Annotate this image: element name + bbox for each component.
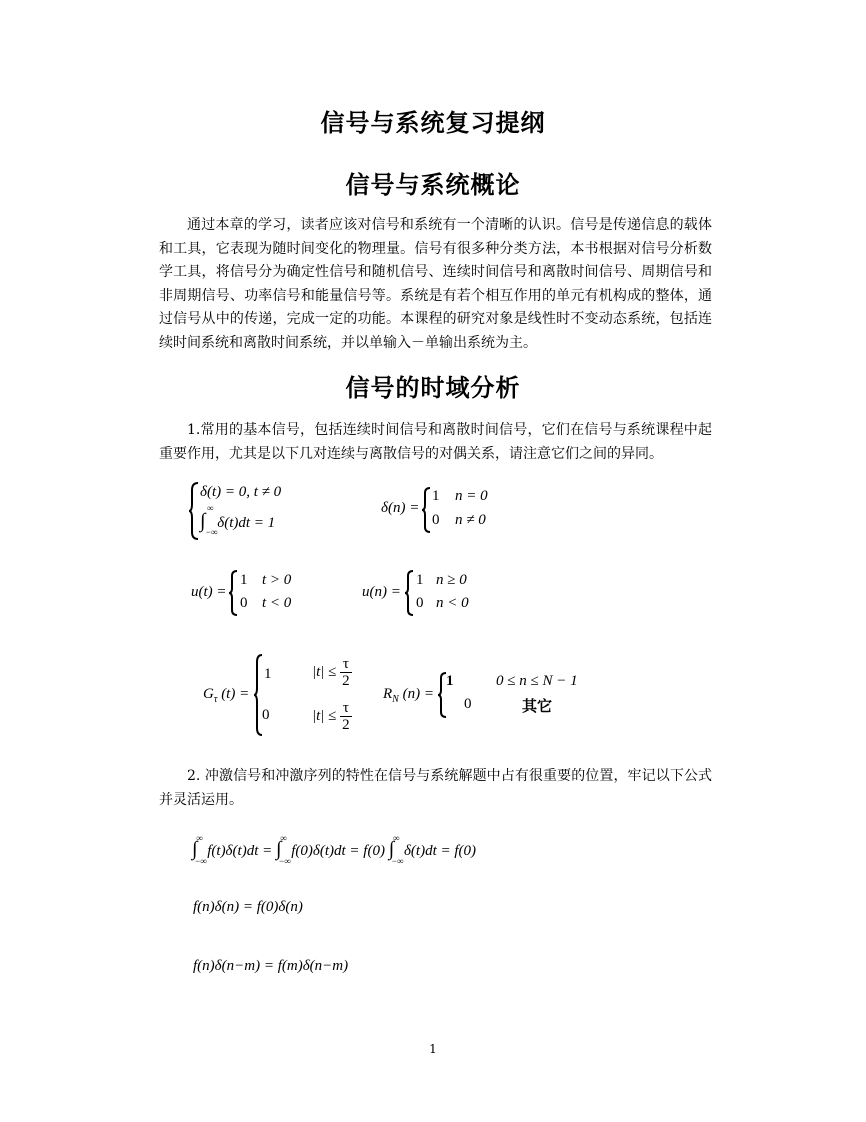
gate-argument: (t) =: [221, 686, 250, 702]
rect-case1-cond: 0 ≤ n ≤ N − 1: [496, 673, 578, 689]
u-n-case1-cond: n ≥ 0: [436, 572, 467, 588]
rect-lhs: [383, 686, 434, 705]
sifting-formula-shifted: f(n)δ(n−m) = f(m)δ(n−m): [193, 958, 349, 974]
overview-paragraph: 通过本章的学习，读者应该对信号和系统有一个清晰的认识。信号是传递信息的载体和工具，它表现为随时间变化的物理量。信号有很多种分类方法，本书根据对信号分析数学工具，将信号分为确定性信号和随机信号、连续时间信号和离散时间信号、周期信号和非周期信号、功率信号和能量信号等。系统是有若个相互作用的单元有机构成的整体，通过信号从中的传递，完成一定的功能。本课程的研究对象是线性时不变动态系统，包括连续时间系统和离散时间系统，并以单输入－单输出系统为主。: [159, 217, 712, 351]
integral-body: δ(t)dt = 1: [217, 515, 276, 531]
rect-case2-cond: 其它: [522, 697, 553, 715]
sifting-part-3: δ(t)dt = f(0): [403, 843, 477, 859]
page-number: 1: [429, 1042, 437, 1056]
brace-icon: [188, 482, 200, 540]
sifting-formula-continuous: [192, 833, 477, 866]
u-n-case1-value: 1: [416, 572, 424, 588]
document-title: 信号与系统复习提纲: [320, 109, 546, 137]
rect-case1-value: 1: [446, 673, 454, 689]
u-n-case2-value: 0: [416, 595, 424, 611]
gate-case2-cond: |t| ≤: [312, 708, 337, 724]
delta-t-line-2: [200, 503, 276, 537]
fraction-numerator: τ: [340, 656, 352, 673]
gate-case1-fraction: [340, 656, 352, 689]
integral-sign: ∫: [192, 838, 198, 860]
integral-sign: ∫: [388, 838, 395, 860]
rect-subscript: N: [392, 694, 399, 705]
sifting-part-2: f(0)δ(t)dt = f(0): [291, 843, 385, 859]
delta-n-case1-value: 1: [432, 488, 440, 504]
gate-case2-value: 0: [262, 707, 270, 723]
rect-case2-value: 0: [464, 696, 472, 712]
integral-upper-limit: ∞: [280, 833, 287, 843]
u-t-case2-cond: t < 0: [262, 595, 292, 611]
sifting-part-1: f(t)δ(t)dt =: [207, 843, 273, 859]
brace-icon: [228, 570, 238, 616]
u-t-case2-value: 0: [240, 595, 248, 611]
u-t-lhs: u(t) =: [191, 584, 227, 600]
fraction-denominator: 2: [342, 673, 350, 689]
time-domain-item-2: 2. 冲激信号和冲激序列的特性在信号与系统解题中占有很重要的位置，牢记以下公式并灵活运用。: [159, 768, 712, 808]
integral-upper-limit: ∞: [393, 833, 400, 843]
gate-subscript: τ: [213, 694, 218, 705]
gate-symbol: G: [203, 686, 214, 702]
section-heading-time-domain: 信号的时域分析: [345, 374, 521, 402]
delta-n-case2-value: 0: [432, 512, 440, 528]
integral-upper-limit: ∞: [196, 833, 203, 843]
integral-sign: ∫: [275, 838, 282, 860]
brace-icon: [404, 570, 414, 616]
fraction-numerator: τ: [340, 700, 352, 717]
time-domain-item-1: 1.常用的基本信号，包括连续时间信号和离散时间信号，它们在信号与系统课程中起重要作用，尤其是以下几对连续与离散信号的对偶关系，请注意它们之间的异同。: [159, 422, 712, 462]
section-heading-overview: 信号与系统概论: [345, 171, 521, 199]
brace-icon: [421, 487, 431, 533]
u-t-case1-cond: t > 0: [262, 572, 292, 588]
integral-lower-limit: −∞: [194, 856, 207, 866]
integral-sign: ∫: [200, 510, 206, 532]
fraction-denominator: 2: [342, 717, 350, 733]
rect-argument: (n) =: [402, 686, 434, 702]
delta-t-line-1: δ(t) = 0, t ≠ 0: [200, 484, 282, 500]
gate-lhs: [203, 686, 249, 705]
gate-case1-cond: |t| ≤: [312, 664, 337, 680]
delta-n-lhs: δ(n) =: [381, 500, 420, 516]
integral-lower-limit: −∞: [205, 527, 218, 537]
rect-symbol: R: [383, 686, 393, 702]
gate-case1-value: 1: [264, 666, 272, 682]
u-n-case2-cond: n < 0: [436, 595, 469, 611]
integral-lower-limit: −∞: [278, 856, 291, 866]
sifting-formula-discrete: f(n)δ(n) = f(0)δ(n): [193, 899, 303, 915]
integral-upper-limit: ∞: [207, 503, 214, 513]
delta-n-case1-cond: n = 0: [455, 488, 488, 504]
gate-case2-fraction: [340, 700, 352, 733]
delta-n-case2-cond: n ≠ 0: [455, 512, 486, 528]
integral-lower-limit: −∞: [391, 856, 404, 866]
u-t-case1-value: 1: [240, 572, 248, 588]
u-n-lhs: u(n) =: [362, 584, 401, 600]
